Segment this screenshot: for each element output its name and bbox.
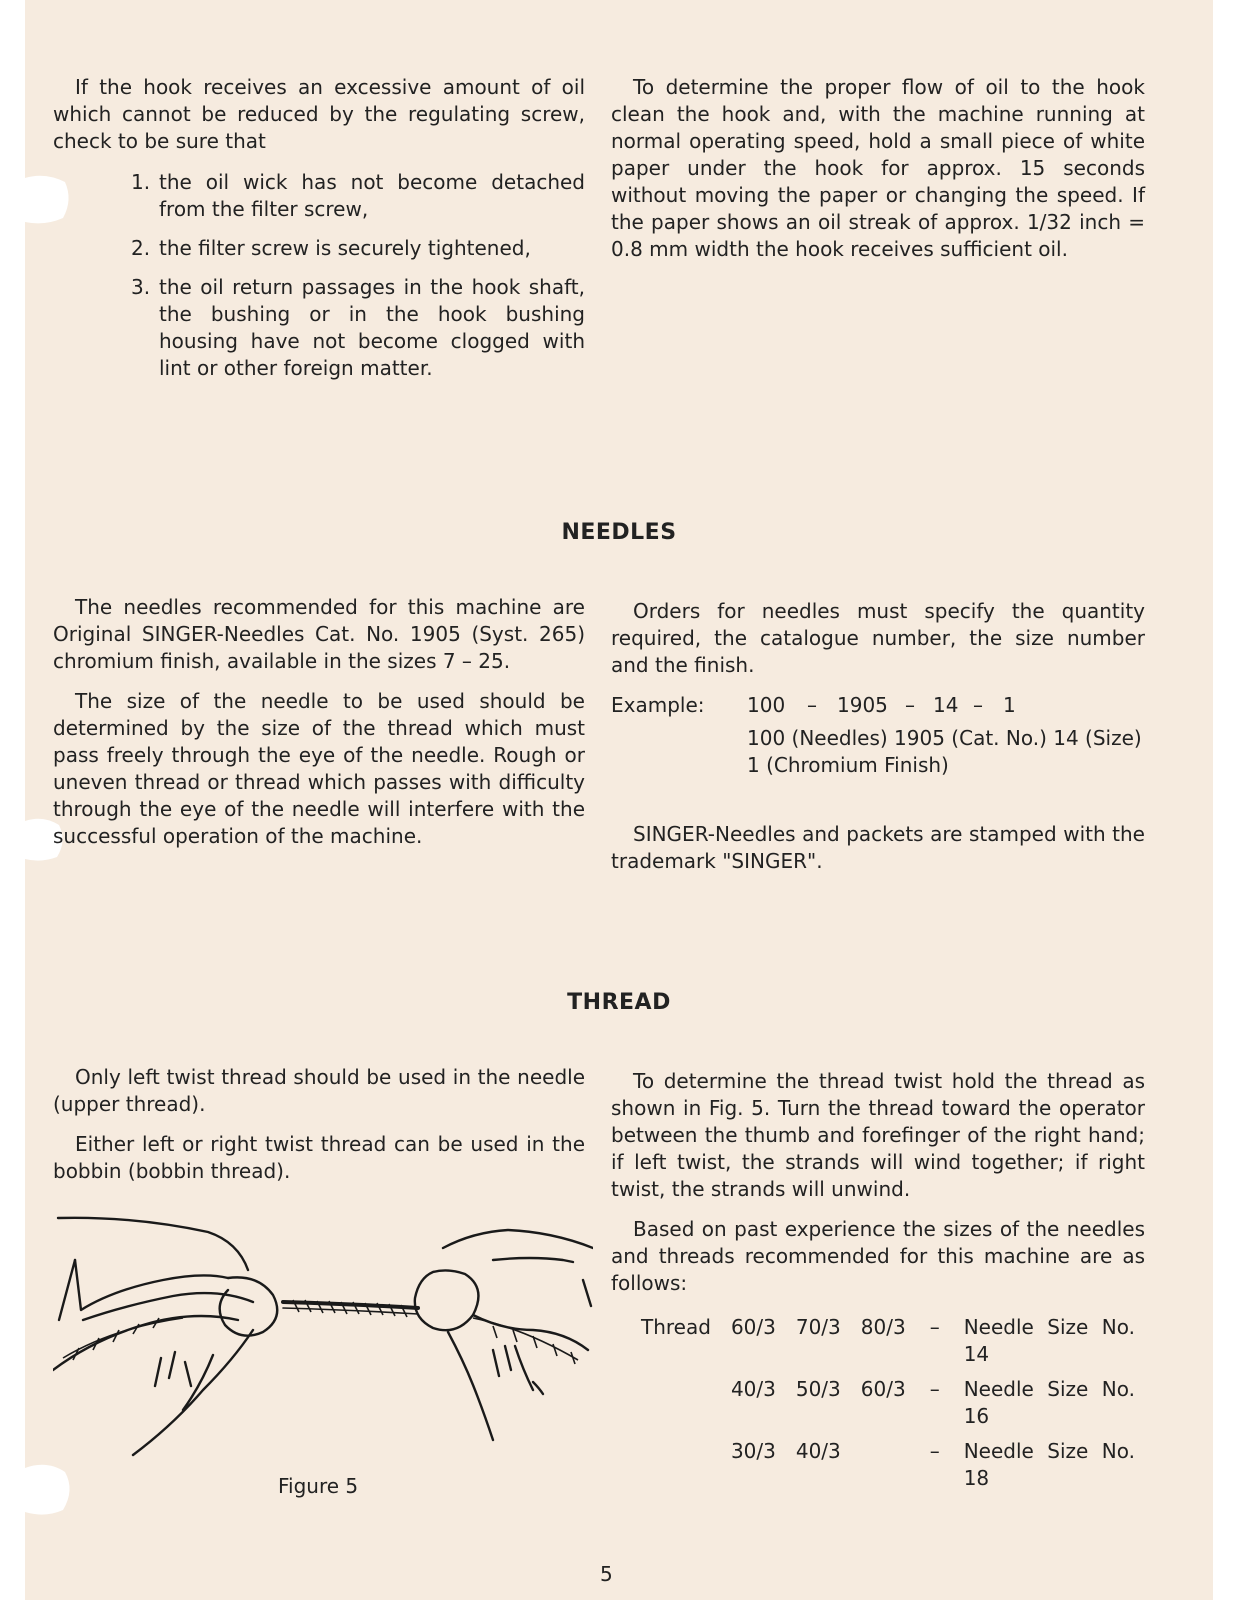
- table-cell: 30/3: [730, 1439, 776, 1463]
- thread-twist-figure: [53, 1210, 593, 1460]
- thread-needle-size-table: [631, 1310, 1145, 1496]
- table-cell: 80/3: [860, 1315, 906, 1339]
- thread-right-column: [611, 1068, 1145, 1496]
- example-code-part: –: [905, 693, 915, 717]
- singer-trademark-paragraph: SINGER-Needles and packets are stamped with the trademark "SINGER".: [611, 822, 1145, 873]
- punch-hole-bottom: [25, 1460, 75, 1518]
- manual-page: [25, 0, 1213, 1600]
- example-code-part: 1905: [837, 693, 888, 717]
- list-item-number: 3.: [131, 275, 151, 299]
- oil-check-column: [53, 74, 585, 394]
- list-item-text: the oil return passages in the hook shaft, the bushing or in the hook bushing housing have not become clogged with lint or other foreign matter.: [159, 275, 585, 380]
- example-explanation-line: 100 (Needles) 1905 (Cat. No.) 14 (Size): [747, 726, 1142, 750]
- list-item-text: the oil wick has not become detached from the filter screw,: [159, 170, 585, 221]
- page-number: 5: [600, 1562, 613, 1586]
- oil-check-intro: If the hook receives an excessive amount of oil which cannot be reduced by the regulating screw, check to be sure that: [53, 75, 585, 153]
- example-label: Example:: [611, 693, 705, 717]
- list-item-number: 1.: [131, 170, 151, 194]
- list-item-text: the filter screw is securely tightened,: [159, 236, 531, 260]
- example-code: [747, 692, 1145, 719]
- list-item-number: 2.: [131, 236, 151, 260]
- example-explanation-line: 1 (Chromium Finish): [747, 753, 949, 777]
- left-hand-outline: [58, 1218, 248, 1270]
- table-cell: 60/3: [730, 1315, 776, 1339]
- table-cell: 40/3: [730, 1377, 776, 1401]
- list-item: [53, 169, 585, 223]
- thread-twist-paragraph: To determine the thread twist hold the thread as shown in Fig. 5. Turn the thread toward the operator between the thumb and forefinger of the right hand; if left twist, the strands will wind together; if right twist, the strands will unwind.: [611, 1069, 1145, 1201]
- thread-strand: [283, 1302, 418, 1308]
- needles-recommended-paragraph: The needles recommended for this machine are Original SINGER-Needles Cat. No. 1905 (Syst. 265) chromium finish, available in the sizes 7 – 25.: [53, 595, 585, 673]
- needle-order-example: [611, 692, 1145, 779]
- table-cell: 70/3: [795, 1315, 841, 1339]
- example-code-part: 100: [747, 693, 786, 717]
- example-code-part: –: [807, 693, 817, 717]
- example-code-part: 14: [933, 693, 959, 717]
- needle-thread-paragraph: Only left twist thread should be used in the needle (upper thread).: [53, 1065, 585, 1116]
- thread-heading: THREAD: [567, 990, 671, 1015]
- oil-flow-paragraph: To determine the proper flow of oil to the hook clean the hook and, with the machine running at normal operating speed, hold a small piece of white paper under the hook for approx. 15 seconds without moving the paper or changing the speed. If the paper shows an oil streak of approx. 1/32 inch = 0.8 mm width the hook receives sufficient oil.: [611, 75, 1145, 261]
- table-cell: Needle Size No. 16: [963, 1377, 1135, 1428]
- table-row: [631, 1310, 1145, 1372]
- table-cell: [851, 1434, 916, 1496]
- table-row: [631, 1372, 1145, 1434]
- table-cell: Needle Size No. 18: [963, 1439, 1135, 1490]
- table-row: [631, 1434, 1145, 1496]
- table-cell: Needle Size No. 14: [963, 1315, 1135, 1366]
- table-cell: 60/3: [860, 1377, 906, 1401]
- thread-left-column: [53, 1064, 585, 1198]
- needles-right-column: [611, 598, 1145, 888]
- table-label: Thread: [641, 1315, 711, 1339]
- table-cell: 50/3: [795, 1377, 841, 1401]
- oil-flow-column: [611, 74, 1145, 276]
- example-code-part: –: [973, 693, 983, 717]
- needles-heading: NEEDLES: [561, 520, 677, 545]
- needle-orders-paragraph: Orders for needles must specify the quantity required, the catalogue number, the size number and the finish.: [611, 599, 1145, 677]
- needle-size-paragraph: The size of the needle to be used should be determined by the size of the thread which must pass freely through the eye of the needle. Rough or uneven thread or thread which passes with difficulty through the eye of the needle will interfere with the successful operation of the machine.: [53, 689, 585, 848]
- list-item: [53, 235, 585, 262]
- list-item: [53, 274, 585, 382]
- table-cell: 40/3: [795, 1439, 841, 1463]
- bobbin-thread-paragraph: Either left or right twist thread can be used in the bobbin (bobbin thread).: [53, 1132, 585, 1183]
- right-hand-outline: [443, 1230, 593, 1248]
- table-cell: –: [929, 1377, 940, 1401]
- needles-left-column: [53, 594, 585, 863]
- size-recommendation-paragraph: Based on past experience the sizes of the needles and threads recommended for this machine are as follows:: [611, 1217, 1145, 1295]
- oil-check-list: [53, 169, 585, 382]
- example-code-part: 1: [1003, 693, 1016, 717]
- table-cell: –: [929, 1315, 940, 1339]
- figure-caption: Figure 5: [278, 1474, 359, 1498]
- example-body: [747, 692, 1145, 779]
- table-cell: –: [929, 1439, 940, 1463]
